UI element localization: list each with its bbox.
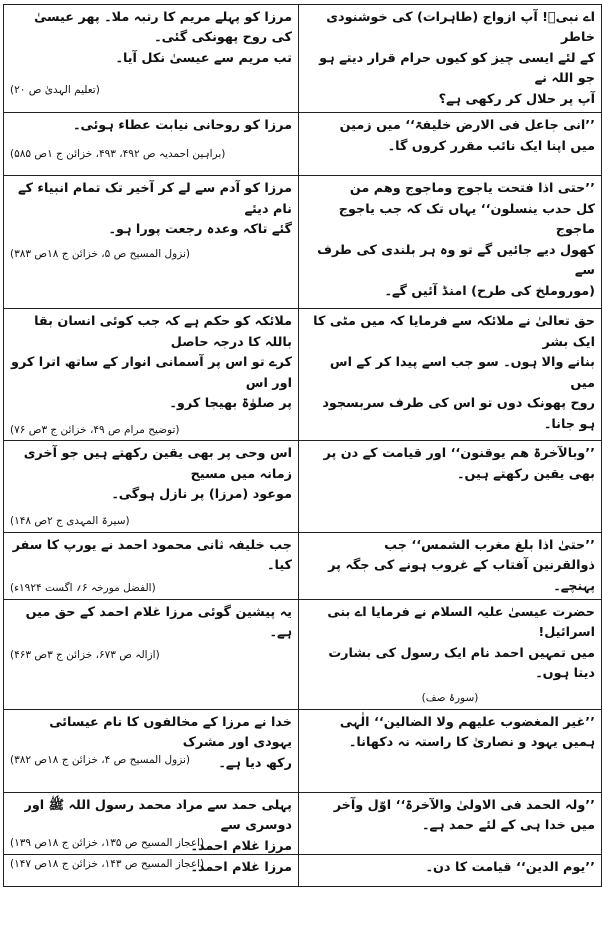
quran-cell — [299, 709, 602, 792]
table-row — [4, 309, 602, 441]
quran-cell — [299, 441, 602, 532]
reference-text: (الفضل مورخہ ۶؍ اگست ۱۹۲۴ء) — [10, 581, 156, 594]
quran-cell — [299, 309, 602, 441]
claim-cell — [4, 792, 299, 854]
claim-text: مرزا غلام احمد۔ — [190, 859, 292, 875]
quran-cell — [299, 532, 602, 599]
table-row — [4, 709, 602, 792]
quran-text: ’’یوم الدین‘‘ قیامت کا دن۔ — [425, 859, 595, 875]
comparison-table — [3, 4, 602, 887]
claim-cell — [4, 5, 299, 113]
claim-text: جب خلیفہ ثانی محمود احمد نے یورپ کا سفر کیا۔ — [12, 537, 292, 574]
claim-text: مرزا کو آدم سے لے کر آخیر تک تمام انبیاء کے نام دیئے گئے تاکہ وعدہ رجعت پورا ہو۔ — [18, 181, 292, 238]
table-row — [4, 532, 602, 599]
claim-text: مرزا کو پہلے مریم کا رتبہ ملا۔ پھر عیسیٰ کی روح پھونکی گئی۔ تب مریم سے عیسیٰ نکل آیا۔ — [34, 10, 292, 66]
reference-text: (سورۂ صف) — [421, 691, 479, 704]
quran-text: ’’حتی اذا فتحت یاجوج وماجوج وھم من کل حدب ینسلون‘‘ یہاں تک کہ جب یاجوج ماجوج کھول دیے جائیں گے تو وہ ہر بلندی کی طرف سے (موروملخ کی طرح) امنڈ آئیں گے۔ — [317, 181, 595, 299]
table-row — [4, 854, 602, 886]
quran-cell — [299, 113, 602, 176]
claim-cell — [4, 600, 299, 710]
claim-cell — [4, 709, 299, 792]
claim-cell — [4, 854, 299, 886]
claim-cell — [4, 309, 299, 441]
table-row — [4, 792, 602, 854]
table-row — [4, 441, 602, 532]
claim-text: اس وحی پر بھی یقین رکھتے ہیں جو آخری زمانہ میں مسیح موعود (مرزا) پر نازل ہوگی۔ — [23, 446, 292, 503]
table-row — [4, 5, 602, 113]
claim-cell — [4, 441, 299, 532]
table-row — [4, 113, 602, 176]
reference-text: (نزول المسیح ص ۵، خزائن ج ۱۸ص ۳۸۳) — [10, 247, 191, 260]
reference-text: (نزول المسیح ص ۴، خزائن ج ۱۸ص ۳۸۲) — [10, 754, 191, 767]
quran-text: ’’انی جاعل فی الارض خلیفۃ‘‘ میں زمین میں اپنا ایک نائب مقرر کروں گا۔ — [339, 118, 595, 154]
quran-text: ’’ولہ الحمد فی الاولیٰ والآخرۃ‘‘ اوّل وآخر میں خدا ہی کے لئے حمد ہے۔ — [333, 797, 595, 834]
quran-text: اے نبیؐ! آپ ازواج (طاہرات) کی خوشنودی خاطر کے لئے ایسی چیز کو کیوں حرام قرار دیتے ہو جو اللہ نے آپ پر حلال کر رکھی ہے؟ — [319, 10, 595, 107]
claim-text: ملائکہ کو حکم ہے کہ جب کوئی انسان بقا باللہ کا درجہ حاصل کرے تو اس پر آسمانی انوار کے ساتھ اترا کرو اور اس پر صلوٰۃ بھیجا کرو۔ — [10, 314, 292, 412]
table-row — [4, 600, 602, 710]
quran-text: ’’وبالآخرۃ ھم یوقنون‘‘ اور قیامت کے دن پر بھی یقین رکھتے ہیں۔ — [323, 446, 595, 482]
quran-text: ’’حتیٰ اذا بلغ مغرب الشمس‘‘ جب ذوالقرنین آفتاب کے غروب ہونے کی جگہ پر پہنچے۔ — [328, 537, 595, 594]
claim-text: مرزا کو روحانی نیابت عطاء ہوئی۔ — [73, 118, 292, 134]
reference-text: (اعجاز المسیح ص ۱۳۵، خزائن ج ۱۸ص ۱۳۹) — [10, 837, 205, 850]
reference-text: (براہین احمدیہ ص ۴۹۲، ۴۹۳، خزائن ج ۱ص ۵۸۵) — [10, 147, 226, 160]
quran-text: ’’غیر المغضوب علیھم ولا الضالین‘‘ الٰہی ہمیں یہود و نصاریٰ کا راستہ نہ دکھانا۔ — [339, 714, 595, 751]
table-row — [4, 176, 602, 309]
claim-text: یہ پیشین گوئی مرزا غلام احمد کے حق میں ہے۔ — [25, 605, 292, 641]
claim-text: خدا نے مرزا کے مخالفوں کا نام عیسائی یہودی اور مشرک رکھ دیا ہے۔ — [49, 714, 292, 771]
quran-cell — [299, 792, 602, 854]
reference-text: (توضیح مرام ص ۴۹، خزائن ج ۳ص ۷۶) — [10, 423, 180, 436]
quran-cell — [299, 600, 602, 710]
quran-text: حضرت عیسیٰ علیہ السلام نے فرمایا اے بنی اسرائیل! میں تمہیں احمد نام ایک رسول کی بشارت دیتا ہوں۔ — [327, 605, 595, 682]
claim-cell — [4, 113, 299, 176]
reference-text: (تعلیم الہدیٰ ص ۲۰) — [10, 84, 100, 97]
claim-cell — [4, 532, 299, 599]
quran-text: حق تعالیٰ نے ملائکہ سے فرمایا کہ میں مٹی کا ایک بشر بنانے والا ہوں۔ سو جب اسے پیدا کر کے اس میں روح پھونک دوں تو اس کی طرف سربسجود ہو جانا۔ — [313, 314, 595, 432]
reference-text: (ازالہ ص ۶۷۳، خزائن ج ۳ص ۴۶۳) — [10, 648, 160, 661]
reference-text: (اعجاز المسیح ص ۱۴۳، خزائن ج ۱۸ص ۱۴۷) — [10, 858, 205, 871]
quran-cell — [299, 176, 602, 309]
quran-cell — [299, 5, 602, 113]
quran-cell — [299, 854, 602, 886]
claim-text: پہلی حمد سے مراد محمد رسول اللہ ﷺ اور دوسری سے مرزا غلام احمد۔ — [24, 797, 292, 854]
reference-text: (سیرۃ المہدی ج ۲ص ۱۴۸) — [10, 514, 130, 527]
claim-cell — [4, 176, 299, 309]
